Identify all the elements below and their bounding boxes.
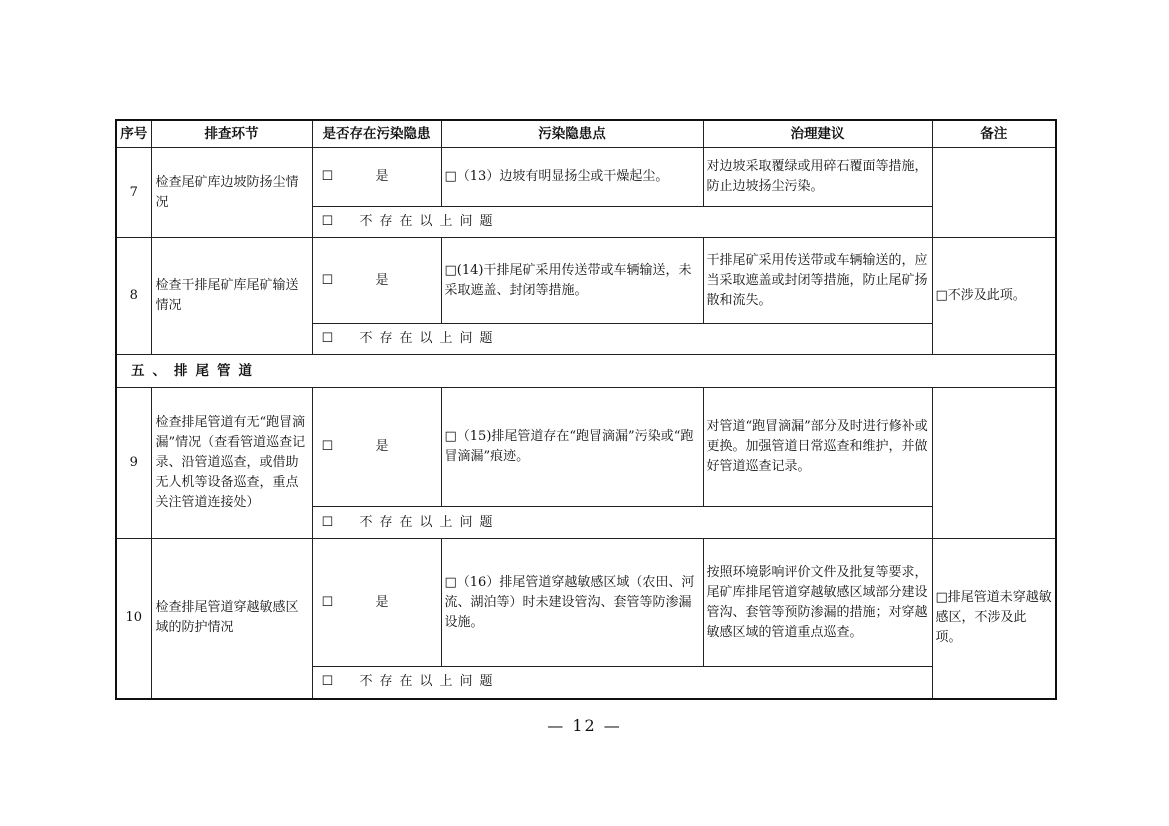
table-row: [116, 539, 1056, 667]
none-label: 不存在以上问题: [359, 674, 500, 690]
none-label: 不存在以上问题: [359, 514, 500, 530]
yes-label: 是: [375, 272, 389, 288]
note-cell: [932, 148, 1056, 238]
row-seq: 8: [116, 238, 151, 355]
yes-option[interactable]: [312, 238, 441, 324]
row-item: 检查干排尾矿库尾矿输送情况: [151, 238, 312, 355]
checkbox-icon[interactable]: ☐: [321, 514, 334, 530]
table-row: [116, 388, 1056, 507]
checkbox-icon[interactable]: ☐: [321, 439, 334, 454]
yes-option[interactable]: [312, 388, 441, 507]
checkbox-icon[interactable]: ☐: [321, 272, 334, 288]
none-option[interactable]: [312, 207, 932, 238]
yes-label: 是: [375, 594, 389, 610]
header-exists: 是否存在污染隐患: [312, 120, 441, 148]
table-row: [116, 148, 1056, 207]
checkbox-icon[interactable]: ☐: [321, 594, 334, 610]
row-item: 检查排尾管道有无“跑冒滴漏”情况（查看管道巡查记录、沿管道巡查，或借助无人机等设备巡查，重点关注管道连接处）: [151, 388, 312, 539]
none-label: 不存在以上问题: [359, 331, 500, 346]
header-seq: 序号: [116, 120, 151, 148]
note-cell: □不涉及此项。: [932, 238, 1056, 355]
checkbox-icon[interactable]: ☐: [321, 331, 334, 346]
section-title: 五、排尾管道: [116, 355, 1056, 388]
inspection-table: [115, 119, 1057, 700]
checkbox-icon[interactable]: ☐: [321, 169, 334, 184]
yes-option[interactable]: [312, 539, 441, 667]
advice-text: 按照环境影响评价文件及批复等要求，尾矿库排尾管道穿越敏感区域部分建设管沟、套管等预防渗漏的措施；对穿越敏感区域的管道重点巡查。: [703, 539, 932, 667]
none-label: 不存在以上问题: [359, 214, 500, 229]
checkbox-icon[interactable]: ☐: [321, 214, 334, 229]
page-number: — 12 —: [547, 716, 622, 735]
header-row: [116, 120, 1056, 148]
row-seq: 9: [116, 388, 151, 539]
advice-text: 对边坡采取覆绿或用碎石覆面等措施，防止边坡扬尘污染。: [703, 148, 932, 207]
pollution-point: □（16）排尾管道穿越敏感区域（农田、河流、湖泊等）时未建设管沟、套管等防渗漏设施。: [441, 539, 703, 667]
section-row: [116, 355, 1056, 388]
pollution-point: □(14)干排尾矿采用传送带或车辆输送，未采取遮盖、封闭等措施。: [441, 238, 703, 324]
yes-option[interactable]: [312, 148, 441, 207]
yes-label: 是: [375, 169, 389, 184]
row-item: 检查排尾管道穿越敏感区域的防护情况: [151, 539, 312, 699]
none-option[interactable]: [312, 667, 932, 699]
pollution-point: □（15)排尾管道存在“跑冒滴漏”污染或“跑冒滴漏”痕迹。: [441, 388, 703, 507]
row-item: 检查尾矿库边坡防扬尘情况: [151, 148, 312, 238]
advice-text: 对管道“跑冒滴漏”部分及时进行修补或更换。加强管道日常巡查和维护，并做好管道巡查记录。: [703, 388, 932, 507]
checkbox-icon[interactable]: ☐: [321, 674, 334, 690]
header-step: 排查环节: [151, 120, 312, 148]
row-seq: 7: [116, 148, 151, 238]
none-option[interactable]: [312, 507, 932, 539]
advice-text: 干排尾矿采用传送带或车辆输送的，应当采取遮盖或封闭等措施，防止尾矿扬散和流失。: [703, 238, 932, 324]
header-note: 备注: [932, 120, 1056, 148]
pollution-point: □（13）边坡有明显扬尘或干燥起尘。: [441, 148, 703, 207]
table-row: [116, 238, 1056, 324]
header-point: 污染隐患点: [441, 120, 703, 148]
yes-label: 是: [375, 439, 389, 454]
none-option[interactable]: [312, 324, 932, 355]
note-cell: □排尾管道未穿越敏感区，不涉及此项。: [932, 539, 1056, 699]
row-seq: 10: [116, 539, 151, 699]
header-advice: 治理建议: [703, 120, 932, 148]
note-cell: [932, 388, 1056, 539]
